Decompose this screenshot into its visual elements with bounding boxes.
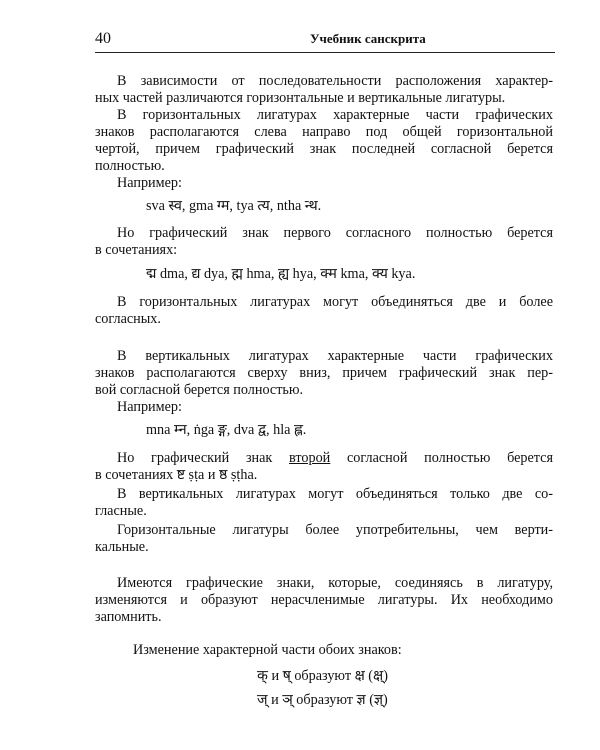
example-label: Например:: [117, 399, 182, 415]
paragraph-line: [95, 73, 553, 90]
paragraph-text: полностью.: [95, 158, 165, 174]
paragraph-line: [95, 522, 553, 539]
paragraph-text: В горизонтальных лигатурах могут объединяться две и более: [117, 294, 553, 310]
paragraph-line: [95, 141, 553, 158]
paragraph-text: Но графический знак первого согласного полностью берется: [117, 225, 553, 241]
paragraph-text: знаков располагаются сверху вниз, причем графический знак пер-: [95, 365, 553, 381]
paragraph-line: [95, 592, 553, 609]
paragraph-line: [95, 311, 553, 328]
paragraph-line: [95, 467, 553, 484]
paragraph-text: согласных.: [95, 311, 161, 327]
paragraph-line: [95, 486, 553, 503]
paragraph-line: [95, 575, 553, 592]
paragraph-text: В зависимости от последовательности расположения характер-: [117, 73, 553, 89]
paragraph-text: В горизонтальных лигатурах характерные части графических: [117, 107, 553, 123]
paragraph-line: [95, 365, 553, 382]
paragraph-text: согласной полностью берется: [330, 450, 553, 466]
paragraph-line: [95, 348, 553, 365]
example-ligatures: द्म dma, द्य dya, ह्म hma, ह्य hya, क्म kma, क्य kya.: [146, 266, 416, 282]
example-ligatures: mna म्न, ṅga ङ्ग, dva द्व, hla ह्ल.: [146, 422, 307, 438]
paragraph-text: запомнить.: [95, 609, 162, 625]
paragraph-line: [95, 382, 553, 399]
example-ligatures: sva स्व, gma ग्म, tya त्य, ntha न्थ.: [146, 198, 322, 214]
paragraph-text: Горизонтальные лигатуры более употребительны, чем верти-: [117, 522, 553, 538]
paragraph-text: Но графический знак: [117, 450, 290, 466]
paragraph-text: кальные.: [95, 539, 149, 555]
paragraph-line: [95, 158, 553, 175]
underlined-word: второй: [289, 450, 331, 466]
paragraph-line: [95, 539, 553, 556]
paragraph-line: [95, 450, 553, 467]
example-label: Например:: [117, 175, 182, 191]
paragraph-text: ных частей различаются горизонтальные и вертикальные лигатуры.: [95, 90, 506, 106]
paragraph-text: чертой, причем графический знак последней согласной берется: [95, 141, 553, 157]
paragraph-text: гласные.: [95, 503, 147, 519]
paragraph-text: В вертикальных лигатурах характерные части графических: [117, 348, 553, 364]
paragraph-text: изменяются и образуют нерасчленимые лигатуры. Их необходимо: [95, 592, 553, 608]
running-title: Учебник санскрита: [310, 31, 426, 46]
paragraph-text: в сочетаниях:: [95, 242, 178, 258]
paragraph-text: вой согласной берется полностью.: [95, 382, 304, 398]
paragraph-line: [95, 90, 553, 107]
paragraph-line: [95, 609, 553, 626]
paragraph-text: В вертикальных лигатурах могут объединяться только две со-: [117, 486, 553, 502]
paragraph-text: Имеются графические знаки, которые, соединяясь в лигатуру,: [117, 575, 553, 591]
paragraph-line: [95, 225, 553, 242]
paragraph-line: [95, 107, 553, 124]
paragraph-line: [95, 242, 553, 259]
paragraph-line: [95, 294, 553, 311]
page-header: [95, 30, 555, 52]
paragraph-line: [95, 503, 553, 520]
ligature-rule: ज् и ञ् образуют ज्ञ (ज्ञ्): [257, 692, 388, 708]
ligature-rule: क् и ष् образуют क्ष (क्ष्): [257, 668, 388, 684]
page-number: 40: [95, 30, 111, 47]
header-rule: [95, 52, 555, 53]
paragraph-line: Изменение характерной части обоих знаков:: [133, 642, 402, 658]
paragraph-line: [95, 124, 553, 141]
paragraph-text: знаков располагаются слева направо под общей горизонтальной: [95, 124, 553, 140]
paragraph-text: в сочетаниях ष्ट ṣṭa и ष्ठ ṣṭha.: [95, 467, 258, 483]
